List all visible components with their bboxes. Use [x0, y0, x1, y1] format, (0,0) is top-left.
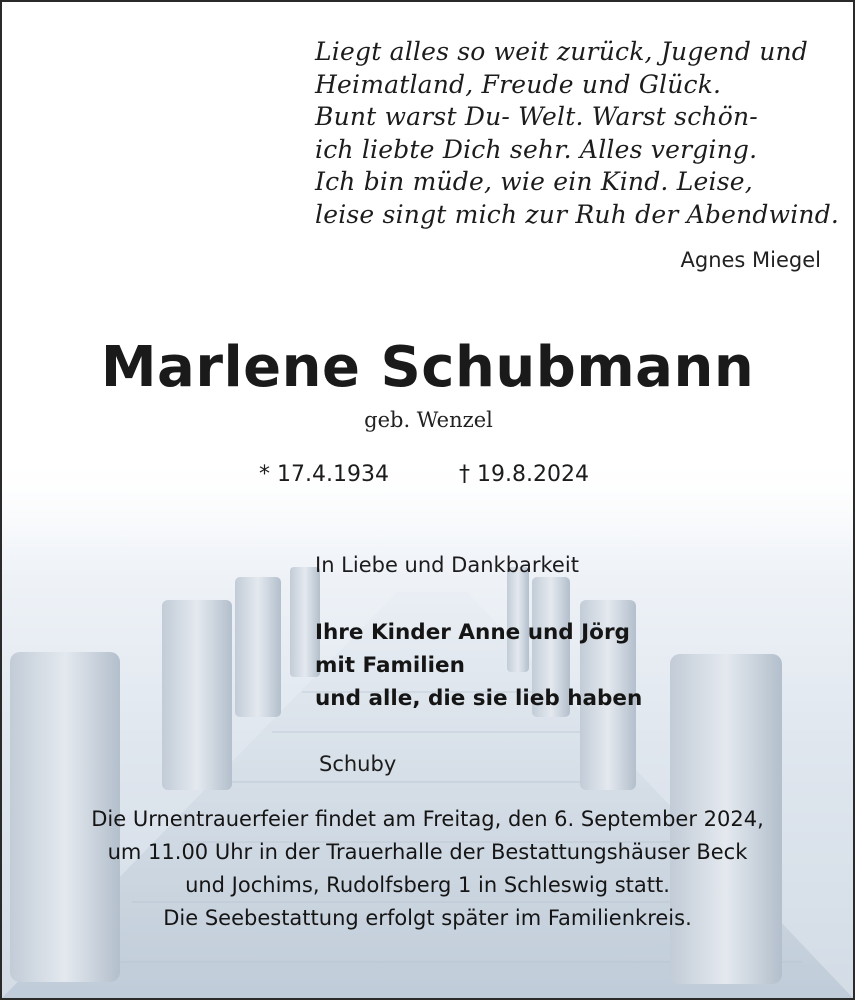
birth-date: * 17.4.1934 [259, 462, 389, 487]
poem-line: Bunt warst Du- Welt. Warst schön- [315, 102, 758, 131]
deceased-name: Marlene Schubmann [100, 335, 755, 400]
poem-line: leise singt mich zur Ruh der Abendwind. [315, 199, 840, 229]
poem-line: Ich bin müde, wie ein Kind. Leise, [315, 167, 753, 196]
poem-line: ich liebte Dich sehr. Alles verging. [315, 134, 758, 164]
dedication: In Liebe und Dankbarkeit [315, 553, 579, 577]
service-line: und Jochims, Rudolfsberg 1 in Schleswig statt. [185, 873, 670, 897]
service-line: Die Seebestattung erfolgt später im Familienkreis. [163, 906, 692, 930]
poem-line: Heimatland, Freude und Glück. [315, 69, 722, 99]
life-dates [259, 462, 589, 487]
service-info [2, 803, 853, 935]
service-line: Die Urnentrauerfeier findet am Freitag, den 6. September 2024, [91, 807, 764, 831]
mourner-line: Ihre Kinder Anne und Jörg [315, 620, 630, 645]
maiden-name [2, 408, 853, 432]
mourner-line: und alle, die sie lieb haben [315, 686, 643, 711]
maiden-name-text: geb. Wenzel [364, 408, 493, 432]
death-date: † 19.8.2024 [459, 462, 589, 487]
place: Schuby [319, 752, 397, 776]
mourner-line: mit Familien [315, 653, 465, 678]
poem [315, 36, 839, 231]
service-line: um 11.00 Uhr in der Trauerhalle der Bestattungshäuser Beck [107, 840, 748, 864]
poem-author: Agnes Miegel [680, 248, 821, 272]
mourners [315, 616, 642, 715]
poem-line: Liegt alles so weit zurück, Jugend und [315, 37, 809, 66]
